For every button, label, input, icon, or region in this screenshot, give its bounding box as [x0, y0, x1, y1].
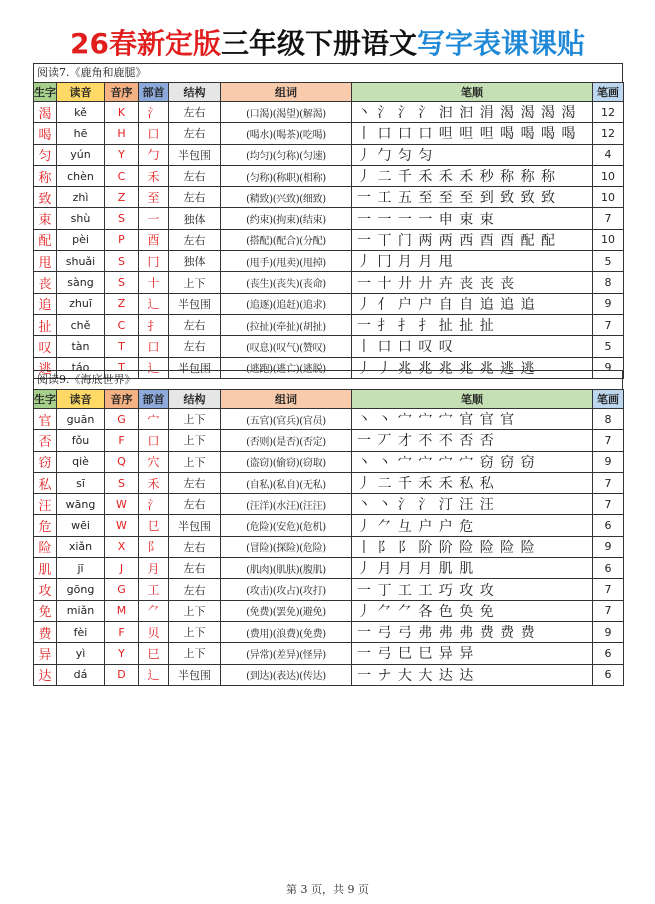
cell-zc: (精致)(兴致)(细致) — [221, 187, 352, 208]
cell-xu: Y — [105, 144, 139, 165]
cell-jg: 左右 — [169, 229, 221, 250]
cell-zi: 危 — [34, 515, 57, 536]
cell-bu: 工 — [139, 579, 169, 600]
cell-zi: 私 — [34, 472, 57, 493]
column-header-jg: 结构 — [169, 83, 221, 102]
cell-bh: 10 — [593, 165, 624, 186]
column-header-bh: 笔画 — [593, 83, 624, 102]
cell-zi: 费 — [34, 621, 57, 642]
cell-bu: 冂 — [139, 251, 169, 272]
cell-jg: 半包围 — [169, 144, 221, 165]
table-row — [34, 272, 624, 293]
cell-zi: 攻 — [34, 579, 57, 600]
cell-bh: 9 — [593, 451, 624, 472]
cell-bh: 12 — [593, 102, 624, 123]
cell-zc: (逃跑)(逃亡)(逃脱) — [221, 357, 352, 378]
cell-zi: 免 — [34, 600, 57, 621]
column-header-xu: 音序 — [105, 83, 139, 102]
cell-bh: 6 — [593, 515, 624, 536]
cell-zi: 追 — [34, 293, 57, 314]
cell-xu: W — [105, 494, 139, 515]
table-header-row — [34, 390, 624, 409]
cell-bu: 口 — [139, 430, 169, 451]
cell-bs: 丿 勹 匀 匀 — [352, 144, 593, 165]
cell-xu: Y — [105, 643, 139, 664]
cell-jg: 上下 — [169, 600, 221, 621]
cell-xu: G — [105, 579, 139, 600]
cell-jg: 左右 — [169, 102, 221, 123]
cell-zc: (匀称)(称职)(相称) — [221, 165, 352, 186]
cell-bh: 5 — [593, 336, 624, 357]
cell-bu: 扌 — [139, 314, 169, 335]
table-row — [34, 144, 624, 165]
cell-zc: (甩手)(甩卖)(甩掉) — [221, 251, 352, 272]
cell-bs: 丶 丶 宀 宀 宀 宀 窃 窃 窃 — [352, 451, 593, 472]
cell-bu: ⺈ — [139, 600, 169, 621]
cell-bu: 勹 — [139, 144, 169, 165]
column-header-bu: 部首 — [139, 390, 169, 409]
cell-bu: 巳 — [139, 643, 169, 664]
column-header-zc: 组词 — [221, 390, 352, 409]
cell-xu: Q — [105, 451, 139, 472]
cell-bu: 贝 — [139, 621, 169, 642]
cell-zc: (汪洋)(水汪)(汪汪) — [221, 494, 352, 515]
character-table — [33, 82, 624, 379]
cell-bh: 9 — [593, 293, 624, 314]
cell-jg: 左右 — [169, 336, 221, 357]
cell-zi: 束 — [34, 208, 57, 229]
cell-py: pèi — [57, 229, 105, 250]
table-row — [34, 664, 624, 685]
cell-zi: 喝 — [34, 123, 57, 144]
cell-bs: 丶 氵 氵 氵 汩 汩 涓 渴 渴 渴 渴 — [352, 102, 593, 123]
cell-bs: 一 扌 扌 扌 扯 扯 扯 — [352, 314, 593, 335]
cell-bu: 阝 — [139, 536, 169, 557]
cell-jg: 上下 — [169, 621, 221, 642]
cell-bs: 一 ナ 大 大 达 达 — [352, 664, 593, 685]
table-row — [34, 494, 624, 515]
cell-bs: 一 工 五 至 至 至 到 致 致 致 — [352, 187, 593, 208]
column-header-xu: 音序 — [105, 390, 139, 409]
cell-bu: 氵 — [139, 102, 169, 123]
cell-bh: 7 — [593, 430, 624, 451]
cell-zi: 险 — [34, 536, 57, 557]
cell-bs: 丿 ⺈ ⺈ 各 色 奂 免 — [352, 600, 593, 621]
cell-py: zhì — [57, 187, 105, 208]
cell-py: shuǎi — [57, 251, 105, 272]
cell-bs: 丿 月 月 月 肌 肌 — [352, 558, 593, 579]
cell-zi: 汪 — [34, 494, 57, 515]
table-row — [34, 123, 624, 144]
cell-xu: F — [105, 430, 139, 451]
cell-bh: 7 — [593, 579, 624, 600]
section-title: 阅读9.《海底世界》 — [33, 370, 623, 389]
cell-jg: 半包围 — [169, 664, 221, 685]
section-title: 阅读7.《鹿角和鹿腿》 — [33, 63, 623, 82]
cell-zi: 异 — [34, 643, 57, 664]
cell-jg: 半包围 — [169, 357, 221, 378]
page-footer: 第 3 页，共 9 页 — [286, 883, 369, 896]
cell-xu: P — [105, 229, 139, 250]
character-table — [33, 389, 624, 686]
cell-jg: 左右 — [169, 165, 221, 186]
cell-py: táo — [57, 357, 105, 378]
cell-zi: 称 — [34, 165, 57, 186]
cell-bu: 禾 — [139, 165, 169, 186]
cell-bu: 一 — [139, 208, 169, 229]
cell-jg: 左右 — [169, 494, 221, 515]
cell-zc: (拉扯)(牵扯)(胡扯) — [221, 314, 352, 335]
column-header-bs: 笔顺 — [352, 390, 593, 409]
column-header-bs: 笔顺 — [352, 83, 593, 102]
table-row — [34, 472, 624, 493]
cell-zc: (丧生)(丧失)(丧命) — [221, 272, 352, 293]
cell-bh: 6 — [593, 643, 624, 664]
cell-py: hē — [57, 123, 105, 144]
cell-xu: X — [105, 536, 139, 557]
table-row — [34, 643, 624, 664]
cell-zc: (危险)(安危)(危机) — [221, 515, 352, 536]
cell-bh: 8 — [593, 272, 624, 293]
cell-zc: (口渴)(渴望)(解渴) — [221, 102, 352, 123]
column-header-bh: 笔画 — [593, 390, 624, 409]
cell-bs: 丿 亻 户 户 自 自 追 追 追 — [352, 293, 593, 314]
column-header-bu: 部首 — [139, 83, 169, 102]
cell-zc: (冒险)(探险)(危险) — [221, 536, 352, 557]
cell-zc: (自私)(私自)(无私) — [221, 472, 352, 493]
cell-zi: 渴 — [34, 102, 57, 123]
cell-jg: 半包围 — [169, 515, 221, 536]
cell-bu: 氵 — [139, 494, 169, 515]
cell-jg: 上下 — [169, 272, 221, 293]
cell-zc: (肌肉)(肌肤)(腹肌) — [221, 558, 352, 579]
cell-py: zhuī — [57, 293, 105, 314]
cell-bu: 㔾 — [139, 515, 169, 536]
cell-bu: 辶 — [139, 293, 169, 314]
cell-bs: 丨 阝 阝 阶 阶 险 险 险 险 — [352, 536, 593, 557]
table-row — [34, 251, 624, 272]
cell-bs: 丿 ⺈ 彑 户 户 危 — [352, 515, 593, 536]
cell-jg: 上下 — [169, 430, 221, 451]
cell-py: miǎn — [57, 600, 105, 621]
cell-jg: 左右 — [169, 314, 221, 335]
cell-py: qiè — [57, 451, 105, 472]
cell-bh: 6 — [593, 558, 624, 579]
cell-jg: 上下 — [169, 643, 221, 664]
table-header-row — [34, 83, 624, 102]
cell-xu: W — [105, 515, 139, 536]
section-lesson-7 — [33, 63, 623, 379]
cell-zc: (五官)(官兵)(官员) — [221, 409, 352, 430]
cell-bh: 10 — [593, 229, 624, 250]
cell-bu: 十 — [139, 272, 169, 293]
table-row — [34, 293, 624, 314]
cell-bh: 4 — [593, 144, 624, 165]
table-row — [34, 451, 624, 472]
cell-bh: 10 — [593, 187, 624, 208]
section-lesson-9 — [33, 370, 623, 686]
cell-bh: 8 — [593, 409, 624, 430]
cell-jg: 上下 — [169, 451, 221, 472]
cell-jg: 半包围 — [169, 293, 221, 314]
table-row — [34, 314, 624, 335]
cell-py: kě — [57, 102, 105, 123]
cell-zi: 窃 — [34, 451, 57, 472]
cell-bs: 丿 丿 兆 兆 兆 兆 兆 逃 逃 — [352, 357, 593, 378]
cell-xu: S — [105, 251, 139, 272]
column-header-zc: 组词 — [221, 83, 352, 102]
cell-xu: H — [105, 123, 139, 144]
cell-zi: 配 — [34, 229, 57, 250]
cell-bu: 月 — [139, 558, 169, 579]
cell-zi: 甩 — [34, 251, 57, 272]
table-row — [34, 621, 624, 642]
cell-bu: 口 — [139, 336, 169, 357]
cell-zi: 扯 — [34, 314, 57, 335]
cell-zi: 否 — [34, 430, 57, 451]
cell-py: shù — [57, 208, 105, 229]
cell-bh: 12 — [593, 123, 624, 144]
cell-xu: S — [105, 472, 139, 493]
table-row — [34, 515, 624, 536]
column-header-py: 读音 — [57, 390, 105, 409]
cell-xu: Z — [105, 187, 139, 208]
cell-xu: G — [105, 409, 139, 430]
table-row — [34, 229, 624, 250]
cell-py: wāng — [57, 494, 105, 515]
table-row — [34, 208, 624, 229]
table-row — [34, 579, 624, 600]
table-row — [34, 430, 624, 451]
cell-xu: D — [105, 664, 139, 685]
table-row — [34, 187, 624, 208]
cell-bs: 丨 口 口 叹 叹 — [352, 336, 593, 357]
cell-py: chèn — [57, 165, 105, 186]
cell-zc: (攻击)(攻占)(攻打) — [221, 579, 352, 600]
cell-zi: 丧 — [34, 272, 57, 293]
cell-bs: 丿 冂 月 月 甩 — [352, 251, 593, 272]
title-part-1: 26春新定版 — [70, 27, 221, 60]
cell-py: sī — [57, 472, 105, 493]
cell-zi: 达 — [34, 664, 57, 685]
cell-bh: 7 — [593, 314, 624, 335]
cell-zi: 肌 — [34, 558, 57, 579]
cell-bs: 一 丁 工 工 巧 攻 攻 — [352, 579, 593, 600]
cell-bu: 禾 — [139, 472, 169, 493]
cell-zi: 官 — [34, 409, 57, 430]
cell-zc: (均匀)(匀称)(匀速) — [221, 144, 352, 165]
column-header-jg: 结构 — [169, 390, 221, 409]
cell-jg: 独体 — [169, 208, 221, 229]
cell-bu: 宀 — [139, 409, 169, 430]
cell-bs: 一 弓 弓 弗 弗 弗 费 费 费 — [352, 621, 593, 642]
cell-zi: 叹 — [34, 336, 57, 357]
cell-py: sàng — [57, 272, 105, 293]
title-part-3: 写字表课课贴 — [416, 27, 585, 60]
cell-bh: 7 — [593, 494, 624, 515]
table-row — [34, 409, 624, 430]
cell-xu: S — [105, 272, 139, 293]
column-header-zi: 生字 — [34, 83, 57, 102]
cell-bs: 丨 口 口 口 呾 呾 呾 喝 喝 喝 喝 — [352, 123, 593, 144]
cell-xu: T — [105, 336, 139, 357]
cell-bh: 7 — [593, 600, 624, 621]
cell-jg: 独体 — [169, 251, 221, 272]
cell-py: dá — [57, 664, 105, 685]
column-header-py: 读音 — [57, 83, 105, 102]
cell-bs: 一 十 廾 廾 卉 丧 丧 丧 — [352, 272, 593, 293]
cell-py: fǒu — [57, 430, 105, 451]
cell-bh: 6 — [593, 664, 624, 685]
cell-bs: 丿 二 千 禾 禾 禾 秒 称 称 称 — [352, 165, 593, 186]
cell-jg: 左右 — [169, 472, 221, 493]
cell-py: wēi — [57, 515, 105, 536]
cell-jg: 左右 — [169, 536, 221, 557]
cell-xu: C — [105, 165, 139, 186]
cell-xu: M — [105, 600, 139, 621]
cell-zc: (费用)(浪费)(免费) — [221, 621, 352, 642]
cell-bu: 至 — [139, 187, 169, 208]
cell-bu: 口 — [139, 123, 169, 144]
cell-zc: (喝水)(喝茶)(吃喝) — [221, 123, 352, 144]
cell-bs: 丶 丶 氵 氵 汀 汪 汪 — [352, 494, 593, 515]
cell-bs: 丶 丶 宀 宀 宀 官 官 官 — [352, 409, 593, 430]
cell-zi: 致 — [34, 187, 57, 208]
cell-zc: (约束)(拘束)(结束) — [221, 208, 352, 229]
cell-bh: 9 — [593, 621, 624, 642]
cell-bu: 酉 — [139, 229, 169, 250]
cell-py: guān — [57, 409, 105, 430]
cell-zc: (免费)(罢免)(避免) — [221, 600, 352, 621]
cell-bh: 9 — [593, 357, 624, 378]
table-row — [34, 600, 624, 621]
cell-bs: 丿 二 千 禾 禾 私 私 — [352, 472, 593, 493]
table-row — [34, 165, 624, 186]
cell-py: xiǎn — [57, 536, 105, 557]
column-header-zi: 生字 — [34, 390, 57, 409]
cell-xu: S — [105, 208, 139, 229]
cell-py: fèi — [57, 621, 105, 642]
cell-zc: (叹息)(叹气)(赞叹) — [221, 336, 352, 357]
cell-bh: 5 — [593, 251, 624, 272]
cell-bh: 7 — [593, 208, 624, 229]
cell-py: chě — [57, 314, 105, 335]
cell-jg: 左右 — [169, 558, 221, 579]
cell-py: jī — [57, 558, 105, 579]
cell-xu: T — [105, 357, 139, 378]
cell-zi: 逃 — [34, 357, 57, 378]
table-row — [34, 336, 624, 357]
cell-xu: K — [105, 102, 139, 123]
cell-py: tàn — [57, 336, 105, 357]
cell-jg: 左右 — [169, 123, 221, 144]
cell-zi: 匀 — [34, 144, 57, 165]
cell-bs: 一 丆 才 不 不 否 否 — [352, 430, 593, 451]
cell-xu: J — [105, 558, 139, 579]
cell-bu: 辶 — [139, 357, 169, 378]
cell-bu: 辶 — [139, 664, 169, 685]
table-row — [34, 558, 624, 579]
cell-zc: (盗窃)(偷窃)(窃取) — [221, 451, 352, 472]
cell-xu: C — [105, 314, 139, 335]
cell-zc: (异常)(差异)(怪异) — [221, 643, 352, 664]
table-row — [34, 102, 624, 123]
cell-bh: 9 — [593, 536, 624, 557]
cell-py: yì — [57, 643, 105, 664]
cell-bs: 一 丅 门 两 两 西 酉 酉 配 配 — [352, 229, 593, 250]
title-part-2: 三年级下册语文 — [220, 27, 417, 60]
cell-py: yún — [57, 144, 105, 165]
cell-jg: 上下 — [169, 409, 221, 430]
cell-xu: Z — [105, 293, 139, 314]
cell-zc: (否则)(是否)(否定) — [221, 430, 352, 451]
page-title — [0, 22, 655, 62]
cell-zc: (追逐)(追赶)(追求) — [221, 293, 352, 314]
cell-jg: 左右 — [169, 187, 221, 208]
cell-bs: 一 弓 巳 巳 异 异 — [352, 643, 593, 664]
cell-xu: F — [105, 621, 139, 642]
table-row — [34, 536, 624, 557]
cell-zc: (搭配)(配合)(分配) — [221, 229, 352, 250]
cell-bs: 一 一 一 一 申 束 束 — [352, 208, 593, 229]
cell-jg: 左右 — [169, 579, 221, 600]
cell-py: gōng — [57, 579, 105, 600]
cell-zc: (到达)(表达)(传达) — [221, 664, 352, 685]
cell-bh: 7 — [593, 472, 624, 493]
cell-bu: 穴 — [139, 451, 169, 472]
